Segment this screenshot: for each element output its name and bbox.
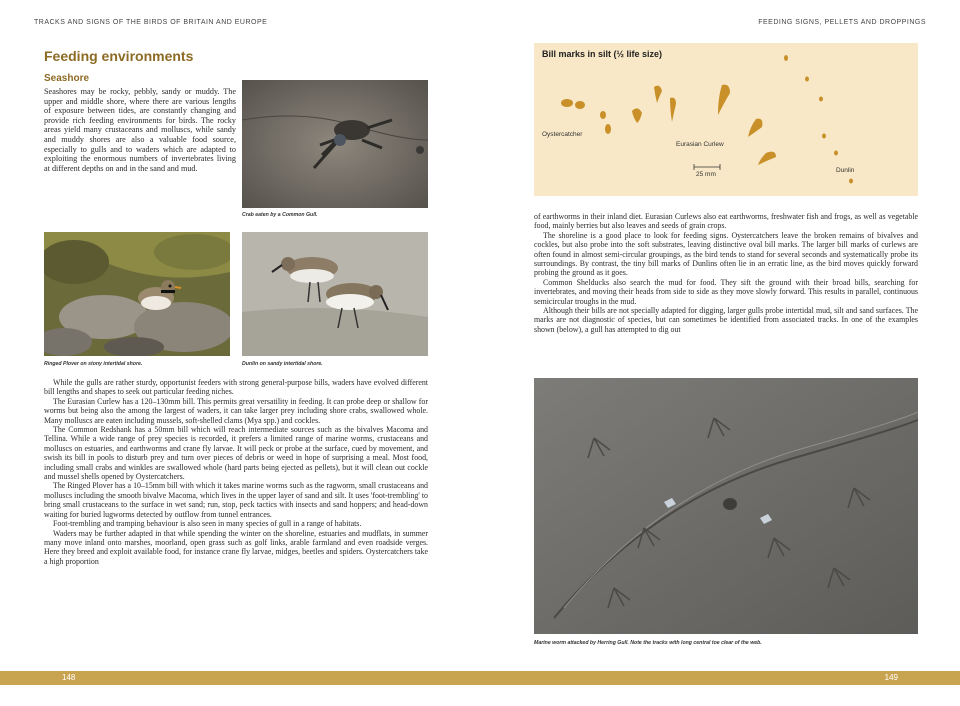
left-body-text xyxy=(44,378,428,566)
page-number-left: 148 xyxy=(62,673,76,682)
body-paragraph: Common Shelducks also search the mud for food. They sift the ground with their broad bills, searching for invertebrates, and moving their heads from side to side as they move slowly forward. This results in parallel, continuous semicircular troughs in the mud. xyxy=(534,277,918,306)
body-paragraph: The Eurasian Curlew has a 120–130mm bill. This permits great versatility in feeding. It can probe deep or shallow for worms but being also the among the largest of waders, it can take larger prey including shore crabs, swallowed whole. Many molluscs are eaten including mussels, soft-shelled clams (Mya spp.) and cockles. xyxy=(44,396,428,425)
plover-photo xyxy=(44,232,230,356)
bill-marks-figure xyxy=(534,43,918,196)
worm-caption: Marine worm attacked by Herring Gull. Note the tracks with long central toe clear of the web. xyxy=(534,640,762,646)
label-oystercatcher: Oystercatcher xyxy=(542,131,583,138)
body-paragraph: Foot-trembling and tramping behaviour is also seen in many species of gull in a range of habitats. xyxy=(53,519,362,529)
running-head-right: FEEDING SIGNS, PELLETS AND DROPPINGS xyxy=(758,19,926,26)
folio-bar-right xyxy=(480,671,960,685)
crab-caption: Crab eaten by a Common Gull. xyxy=(242,212,318,218)
dunlin-photo xyxy=(242,232,428,356)
plover-caption: Ringed Plover on stony intertidal shore. xyxy=(44,361,143,367)
label-curlew: Eurasian Curlew xyxy=(676,141,724,148)
diagram-title: Bill marks in silt (½ life size) xyxy=(542,49,663,59)
intro-text: Seashores may be rocky, pebbly, sandy or muddy. The upper and middle shore, where there are various lengths of exposure between tides, are constantly changing and provide rich feeding environments for birds. The rocky areas yield many crustaceans and molluscs, while sandy and muddy shores are also a valuable food source, especially to gulls and to waders which are adapted to exploiting the enormous numbers of invertebrates living at different depths on and in the sand and mud. xyxy=(44,87,236,173)
crab-photo xyxy=(242,80,428,208)
dunlin-caption: Dunlin on sandy intertidal shore. xyxy=(242,361,323,367)
crab-image xyxy=(242,80,428,208)
scale-bar-label: 25 mm xyxy=(696,171,716,178)
body-paragraph: While the gulls are rather sturdy, opportunist feeders with strong general-purpose bills, waders have evolved different bill lengths and shapes to seek out particular feeding niches. xyxy=(44,378,428,397)
body-paragraph: The Ringed Plover has a 10–15mm bill with which it takes marine worms such as the ragworm, small crustaceans and molluscs including the smooth bivalve Macoma, which lives in the upper layer of sand and silt. It uses 'foot-trembling' to bring small crustaceans to the surface in wet sand; run, stop, peck tactics with insects and sand hoppers; and head-down waiting for buried lugworms detected by outflow from tunnel entrances. xyxy=(44,481,428,519)
section-subtitle: Seashore xyxy=(44,73,90,84)
bill-marks-diagram xyxy=(534,43,918,196)
body-paragraph: Although their bills are not specially adapted for digging, larger gulls probe intertidal mud, silt and sand surfaces. The marks are not diagnostic of species, but can sometimes be identified from associated tracks. In one of the examples shown (below), a gull has attempted to dig out xyxy=(534,306,918,334)
right-page xyxy=(480,0,960,706)
gull-tracks-image xyxy=(534,378,918,634)
page-number-right: 149 xyxy=(884,673,898,682)
body-paragraph: of earthworms in their inland diet. Eurasian Curlews also eat earthworms, freshwater fish and frogs, as well as vegetable food, mainly berries but also leaves and seeds of grain crops. xyxy=(534,212,918,231)
body-paragraph: Waders may be further adapted in that while spending the winter on the shoreline, estuaries and mudflats, in summer many move inland onto marshes, moorland, open grass such as golf links, arable farmland and even roadside verges. Here they breed and exploit available food, for instance crane fly larvae, midges, beetles and spiders. Oystercatchers take a high proportion xyxy=(44,528,428,566)
label-dunlin: Dunlin xyxy=(836,167,855,174)
running-head-left: TRACKS AND SIGNS OF THE BIRDS OF BRITAIN AND EUROPE xyxy=(34,19,268,26)
section-title: Feeding environments xyxy=(44,48,194,64)
body-paragraph: The Common Redshank has a 50mm bill which will reach intermediate sources such as the bivalves Macoma and Tellina. While a wide range of prey species is recorded, it prefers a limited range of marine worms, crustaceans and molluscs on estuaries, and earthworms and crane fly larvae. It will peck or probe at the surface, cued by movement, and swish its bill in pools to disturb prey and turn over pieces of debris or weed in hope of surprising a meal. Most food, including small crabs and winkles are swallowed whole (hard parts being ejected as pellets), but it will clean out cockle and mussel shells opened by Oystercatchers. xyxy=(44,425,428,482)
folio-bar-left xyxy=(0,671,480,685)
dunlin-image xyxy=(242,232,428,356)
worm-photo xyxy=(534,378,918,634)
right-body-text xyxy=(534,212,918,334)
body-paragraph: The shoreline is a good place to look for feeding signs. Oystercatchers leave the broken remains of bivalves and cockles, but also probe into the soft substrates, leaving distinctive oval bill marks. The larger bill marks of curlews are often found in almost semi-circular groupings, as the bird tends to stand for several seconds and systematically probe its surroundings. By contrast, the tiny bill marks of Dunlins often lie in an erratic line, as the bird moves quickly forward probing the ground as it goes. xyxy=(534,230,918,278)
plover-image xyxy=(44,232,230,356)
